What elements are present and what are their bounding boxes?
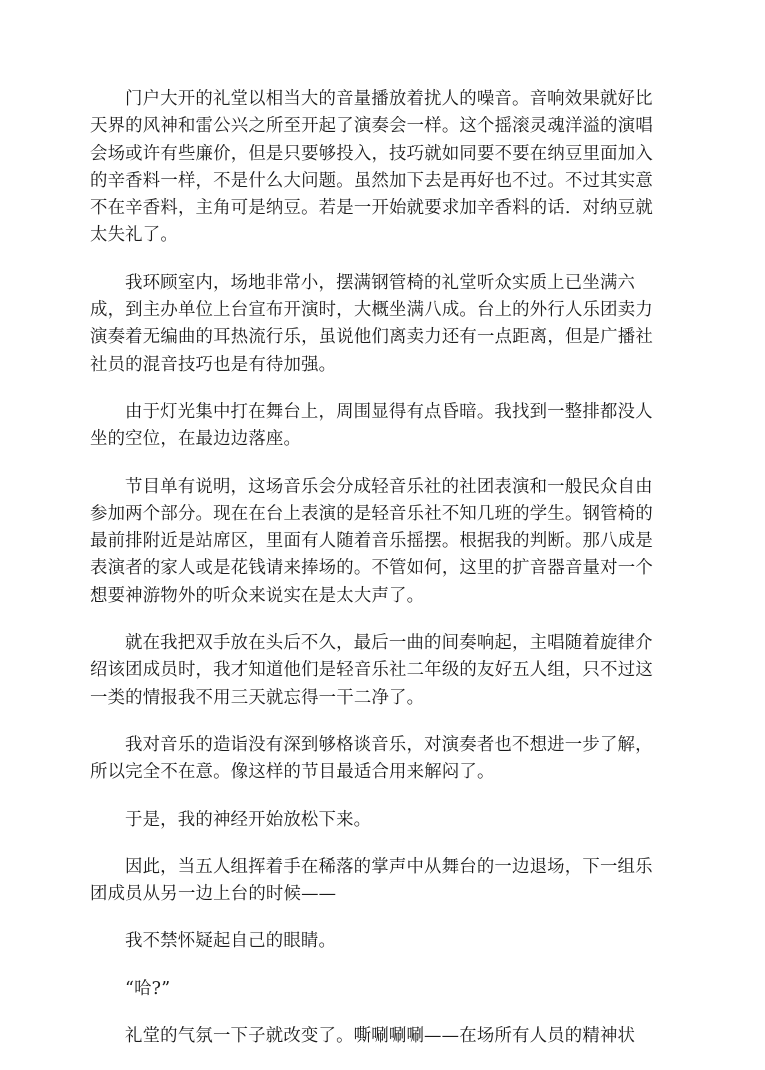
paragraph-4: 节目单有说明，这场音乐会分成轻音乐社的社团表演和一般民众自由参加两个部分。现在在台上表演的是轻音乐社不知几班的学生。钢管椅的最前排附近是站席区，里面有人随着音乐摇摆。根据我的判断。那八成是表演者的家人或是花钱请来捧场的。不管如何，这里的扩音器音量对一个想要神游物外的听众来说实在是太大声了。	[90, 476, 653, 606]
paragraph-7: 于是，我的神经开始放松下来。	[125, 809, 372, 830]
paragraph-1: 门户大开的礼堂以相当大的音量播放着扰人的噪音。音响效果就好比天界的风神和雷公兴之所至开起了演奏会一样。这个摇滚灵魂洋溢的演唱会场或许有些廉价，但是只要够投入，技巧就如同要不要在纳豆里面加入的辛香料一样，不是什么大问题。虽然加下去是再好也不过。不过其实意不在辛香料，主角可是纳豆。若是一开始就要求加辛香料的话．对纳豆就太失礼了。	[90, 89, 653, 246]
paragraph-5: 就在我把双手放在头后不久，最后一曲的间奏响起，主唱随着旋律介绍该团成员时，我才知道他们是轻音乐社二年级的友好五人组，只不过这一类的情报我不用三天就忘得一干二净了。	[90, 633, 653, 708]
paragraph-9: 我不禁怀疑起自己的眼睛。	[125, 931, 337, 952]
paragraph-10: “哈?”	[125, 978, 171, 999]
paragraph-2: 我环顾室内，场地非常小，摆满钢管椅的礼堂听众实质上已坐满六成，到主办单位上台宣布开演时，大概坐满八成。台上的外行人乐团卖力演奏着无编曲的耳热流行乐，虽说他们离卖力还有一点距离，但是广播社社员的混音技巧也是有待加强。	[90, 272, 653, 375]
paragraph-6: 我对音乐的造诣没有深到够格谈音乐，对演奏者也不想进一步了解，所以完全不在意。像这样的节目最适合用来解闷了。	[90, 734, 653, 783]
paragraph-3: 由于灯光集中打在舞台上，周围显得有点昏暗。我找到一整排都没人坐的空位，在最边边落座。	[90, 401, 653, 450]
paragraph-11: 礼堂的气氛一下子就改变了。嘶唰唰唰——在场所有人员的精神状	[125, 1026, 636, 1047]
paragraph-8: 因此，当五人组挥着手在稀落的掌声中从舞台的一边退场，下一组乐团成员从另一边上台的时候——	[90, 856, 653, 905]
document-body	[90, 86, 668, 1070]
